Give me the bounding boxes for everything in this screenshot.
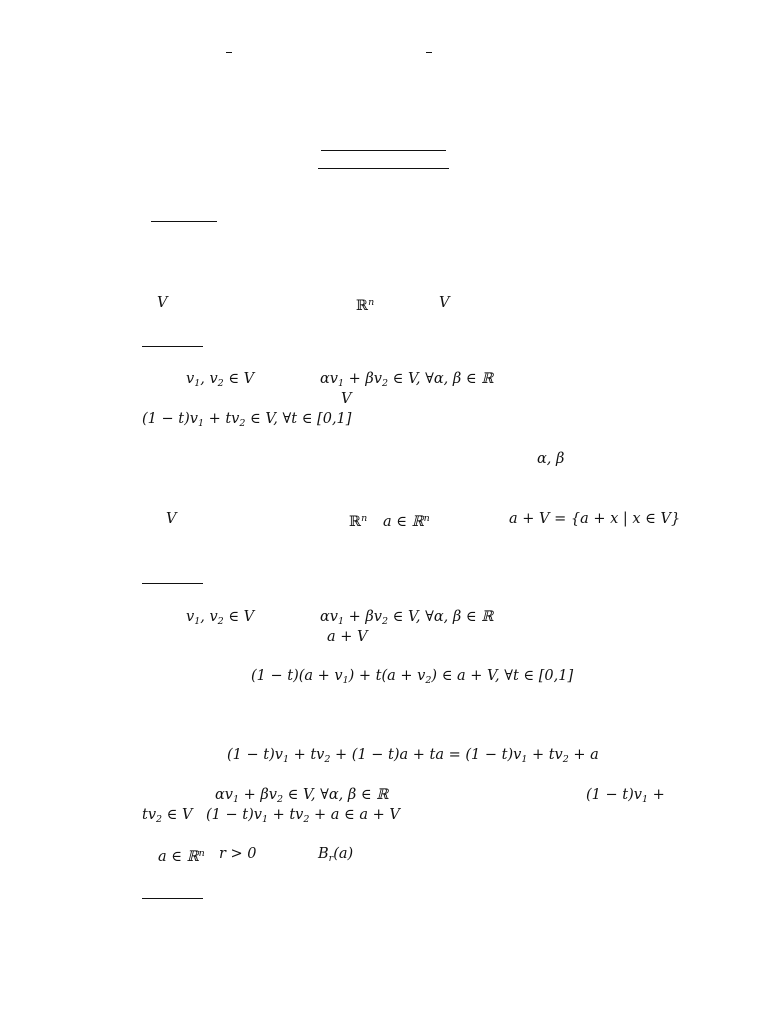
subscript: r [328,853,334,864]
math-expression [383,510,430,531]
math-text: ∈ V [162,807,193,823]
math-text: ∈ V, ∀t ∈ [0,1] [245,411,352,427]
subscript: 1 [521,754,528,765]
subscript: 2 [303,814,310,825]
math-expression: V [157,295,168,311]
math-text: ℝ [356,298,369,314]
math-text: + βv [344,371,382,387]
math-expression [142,410,351,433]
dash-mark [226,52,232,53]
subscript: 2 [381,616,389,627]
math-text: tv [142,807,157,823]
superscript: n [361,513,368,524]
math-text: + tv [527,747,563,763]
math-expression [227,746,599,769]
math-expression: a + V = {a + x | x ∈ V} [509,511,681,527]
math-text: ∈ V, ∀α, β ∈ ℝ [388,371,494,387]
section-underline [142,346,203,347]
math-text: + βv [344,609,382,625]
math-text: + tv [267,807,304,823]
math-text: (1 − t)v [142,411,198,427]
math-text: + a ∈ a + V [309,807,400,823]
math-text: B [318,846,329,862]
math-text: αv [320,609,338,625]
math-text: ∈ V, ∀α, β ∈ ℝ [388,609,494,625]
math-text: ∈ V [223,371,255,387]
subscript: 2 [239,418,246,429]
math-text: (1 − t)v [206,807,262,823]
subscript: 2 [425,675,432,686]
math-text: ∈ V [223,609,255,625]
subscript: 1 [342,675,349,686]
subscript: 2 [217,378,224,389]
math-text: + a [568,747,599,763]
subscript: 2 [156,814,163,825]
superscript: n [368,297,375,308]
math-text: , v [200,609,218,625]
math-expression [206,806,400,829]
math-expression: r > 0 [219,846,257,862]
title-underline [321,150,446,151]
math-text: a ∈ ℝ [158,849,199,865]
math-text: , v [200,371,218,387]
subscript: 1 [197,418,204,429]
math-text: + [647,787,665,803]
subscript: 1 [194,378,201,389]
math-text: v [186,609,195,625]
subscript: 2 [381,378,389,389]
subscript: 1 [337,616,345,627]
math-text: ℝ [349,514,362,530]
math-expression: α, β [537,451,565,467]
math-text: ∈ V, ∀α, β ∈ ℝ [283,787,389,803]
section-underline [151,221,217,222]
math-text: αv [215,787,233,803]
subscript: 1 [337,378,345,389]
subscript: 1 [194,616,201,627]
math-text: + tv [203,411,240,427]
subscript: 2 [276,794,284,805]
math-expression [142,806,193,829]
math-text: (1 − t)v [586,787,642,803]
math-text: + (1 − t)a + ta = (1 − t)v [330,747,522,763]
math-text: (1 − t)v [227,747,283,763]
math-text: + βv [239,787,277,803]
math-text: v [186,371,195,387]
math-text: + tv [288,747,325,763]
math-expression [251,667,573,690]
subscript: 1 [261,814,268,825]
subscript: 2 [562,754,569,765]
math-expression [586,786,665,809]
subscript: 1 [641,794,648,805]
subscript: 1 [232,794,240,805]
math-expression [158,845,205,866]
math-expression [356,294,374,315]
math-text: αv [320,371,338,387]
math-expression: a + V [327,629,368,645]
math-expression: V [341,391,352,407]
math-text: (1 − t)(a + v [251,668,343,684]
math-text: a ∈ ℝ [383,514,424,530]
math-expression: V [166,511,177,527]
math-expression [318,845,353,868]
math-expression [349,510,367,531]
subscript: 2 [324,754,331,765]
title-underline [318,168,449,169]
math-expression [186,370,254,393]
superscript: n [423,513,430,524]
math-text: ) ∈ a + V, ∀t ∈ [0,1] [431,668,574,684]
math-expression [186,608,254,631]
section-underline [142,583,203,584]
subscript: 2 [217,616,224,627]
section-underline [142,898,203,899]
superscript: n [198,848,205,859]
math-expression: V [439,295,450,311]
math-text: (a) [333,846,354,862]
dash-mark [426,52,432,53]
subscript: 1 [282,754,289,765]
math-text: ) + t(a + v [348,668,426,684]
